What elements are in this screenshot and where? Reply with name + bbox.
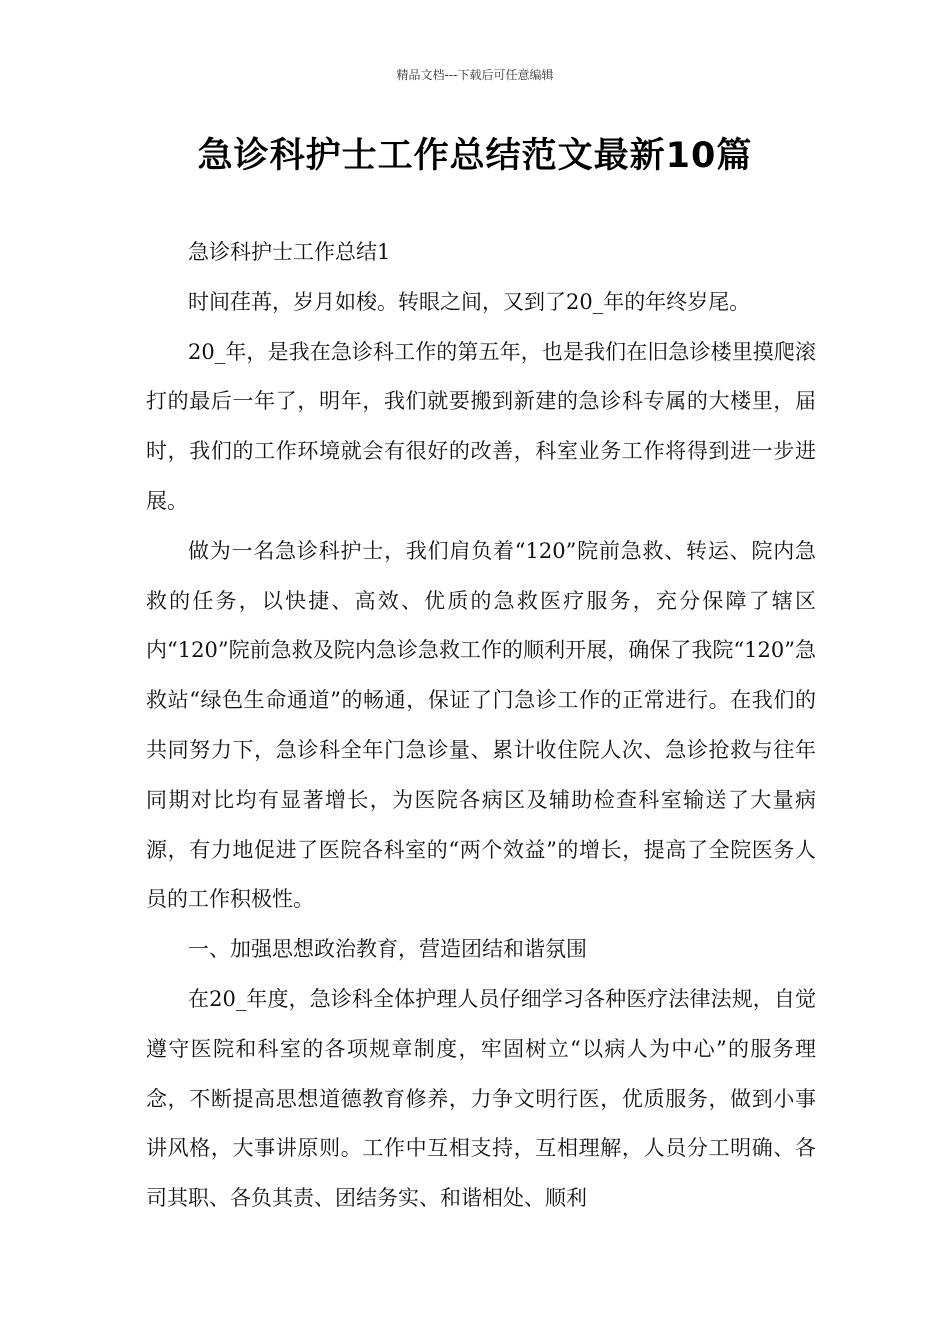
body-paragraph: 做为一名急诊科护士，我们肩负着“120”院前急救、转运、院内急救的任务，以快捷、高效、优质的急救医疗服务，充分保障了辖区内“120”院前急救及院内急诊急救工作的顺利开展，确保了我院“120”急救站“绿色生命通道”的畅通，保证了门急诊工作的正常进行。在我们的共同努力下，急诊科全年门急诊量、累计收住院人次、急诊抢救与往年同期对比均有显著增长，为医院各病区及辅助检查科室输送了大量病源，有力地促进了医院各科室的“两个效益”的增长，提高了全院医务人员的工作积极性。 [146,538,816,912]
body-paragraph: 20_年，是我在急诊科工作的第五年，也是我们在旧急诊楼里摸爬滚打的最后一年了，明年，我们就要搬到新建的急诊科专属的大楼里，届时，我们的工作环境就会有很好的改善，科室业务工作将得到进一步进展。 [146,339,816,513]
section-heading: 一、加强思想政治教育，营造团结和谐氛围 [188,937,587,962]
section-heading: 急诊科护士工作总结1 [188,240,391,264]
document-body [146,228,816,1224]
body-paragraph: 在20_年度，急诊科全体护理人员仔细学习各种医疗法律法规，自觉遵守医院和科室的各项规章制度，牢固树立“以病人为中心”的服务理念，不断提高思想道德教育修养，力争文明行医，优质服务，做到小事讲风格，大事讲原则。工作中互相支持，互相理解，人员分工明确、各司其职、各负其责、团结务实、和谐相处、顺利 [146,986,816,1211]
document-title: 急诊科护士工作总结范文最新10篇 [197,136,753,176]
header-note: 精品文档---下载后可任意编辑 [396,68,554,82]
body-paragraph: 时间荏苒，岁月如梭。转眼之间，又到了20_年的年终岁尾。 [188,289,751,314]
